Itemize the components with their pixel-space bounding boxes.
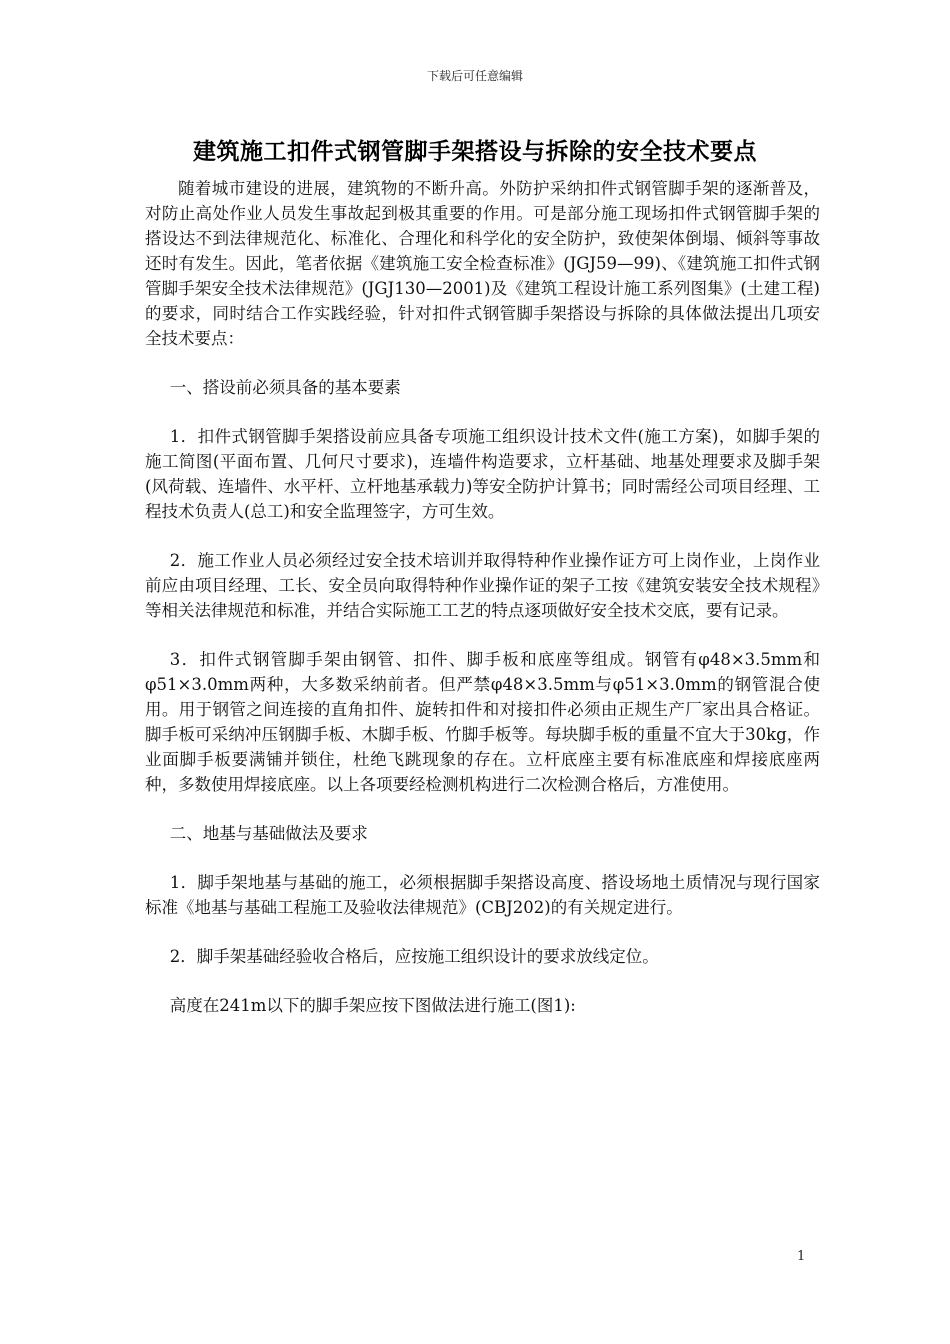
section-heading-2: 二、地基与基础做法及要求 [169,824,368,843]
document-body [145,176,820,1018]
document-title: 建筑施工扣件式钢管脚手架搭设与拆除的安全技术要点 [193,138,757,165]
section1-item-2: 2．施工作业人员必须经过安全技术培训并取得特种作业操作证方可上岗作业，上岗作业前应由项目经理、工长、安全员向取得特种作业操作证的架子工按《建筑安装安全技术规程》等相关法律规范和标准，并结合实际施工工艺的特点逐项做好安全技术交底，要有记录。 [145,551,820,620]
page-header: 下载后可任意编辑 [426,69,523,83]
section2-item-1: 1．脚手架地基与基础的施工，必须根据脚手架搭设高度、搭设场地土质情况与现行国家标准《地基与基础工程施工及验收法律规范》(CBJ202)的有关规定进行。 [145,873,820,917]
section2-item-3: 高度在241m以下的脚手架应按下图做法进行施工(图1): [169,996,576,1015]
page-number: 1 [797,1249,806,1264]
section1-item-1: 1．扣件式钢管脚手架搭设前应具备专项施工组织设计技术文件(施工方案)，如脚手架的施工简图(平面布置、几何尺寸要求)，连墙件构造要求，立杆基础、地基处理要求及脚手架(风荷载、连墙件、水平杆、立杆地基承载力)等安全防护计算书；同时需经公司项目经理、工程技术负责人(总工)和安全监理签字，方可生效。 [145,427,820,521]
section-heading-1: 一、搭设前必须具备的基本要素 [169,378,401,397]
section1-item-3: 3．扣件式钢管脚手架由钢管、扣件、脚手板和底座等组成。钢管有φ48×3.5mm和φ51×3.0mm两种，大多数采纳前者。但严禁φ48×3.5mm与φ51×3.0mm的钢管混合使用。用于钢管之间连接的直角扣件、旋转扣件和对接扣件必须由正规生产厂家出具合格证。脚手板可采纳冲压钢脚手板、木脚手板、竹脚手板等。每块脚手板的重量不宜大于30kg，作业面脚手板要满铺并锁住，杜绝飞跳现象的存在。立杆底座主要有标准底座和焊接底座两种，多数使用焊接底座。以上各项要经检测机构进行二次检测合格后，方准使用。 [145,650,820,794]
intro-paragraph: 随着城市建设的进展，建筑物的不断升高。外防护采纳扣件式钢管脚手架的逐渐普及，对防止高处作业人员发生事故起到极其重要的作用。可是部分施工现场扣件式钢管脚手架的搭设达不到法律规范化、标准化、合理化和科学化的安全防护，致使架体倒塌、倾斜等事故还时有发生。因此，笔者依据《建筑施工安全检查标准》(JGJ59—99)、《建筑施工扣件式钢管脚手架安全技术法律规范》(JGJ130—2001)及《建筑工程设计施工系列图集》(土建工程)的要求，同时结合工作实践经验，针对扣件式钢管脚手架搭设与拆除的具体做法提出几项安全技术要点： [145,179,820,348]
section2-item-2: 2．脚手架基础经验收合格后，应按施工组织设计的要求放线定位。 [169,947,659,966]
